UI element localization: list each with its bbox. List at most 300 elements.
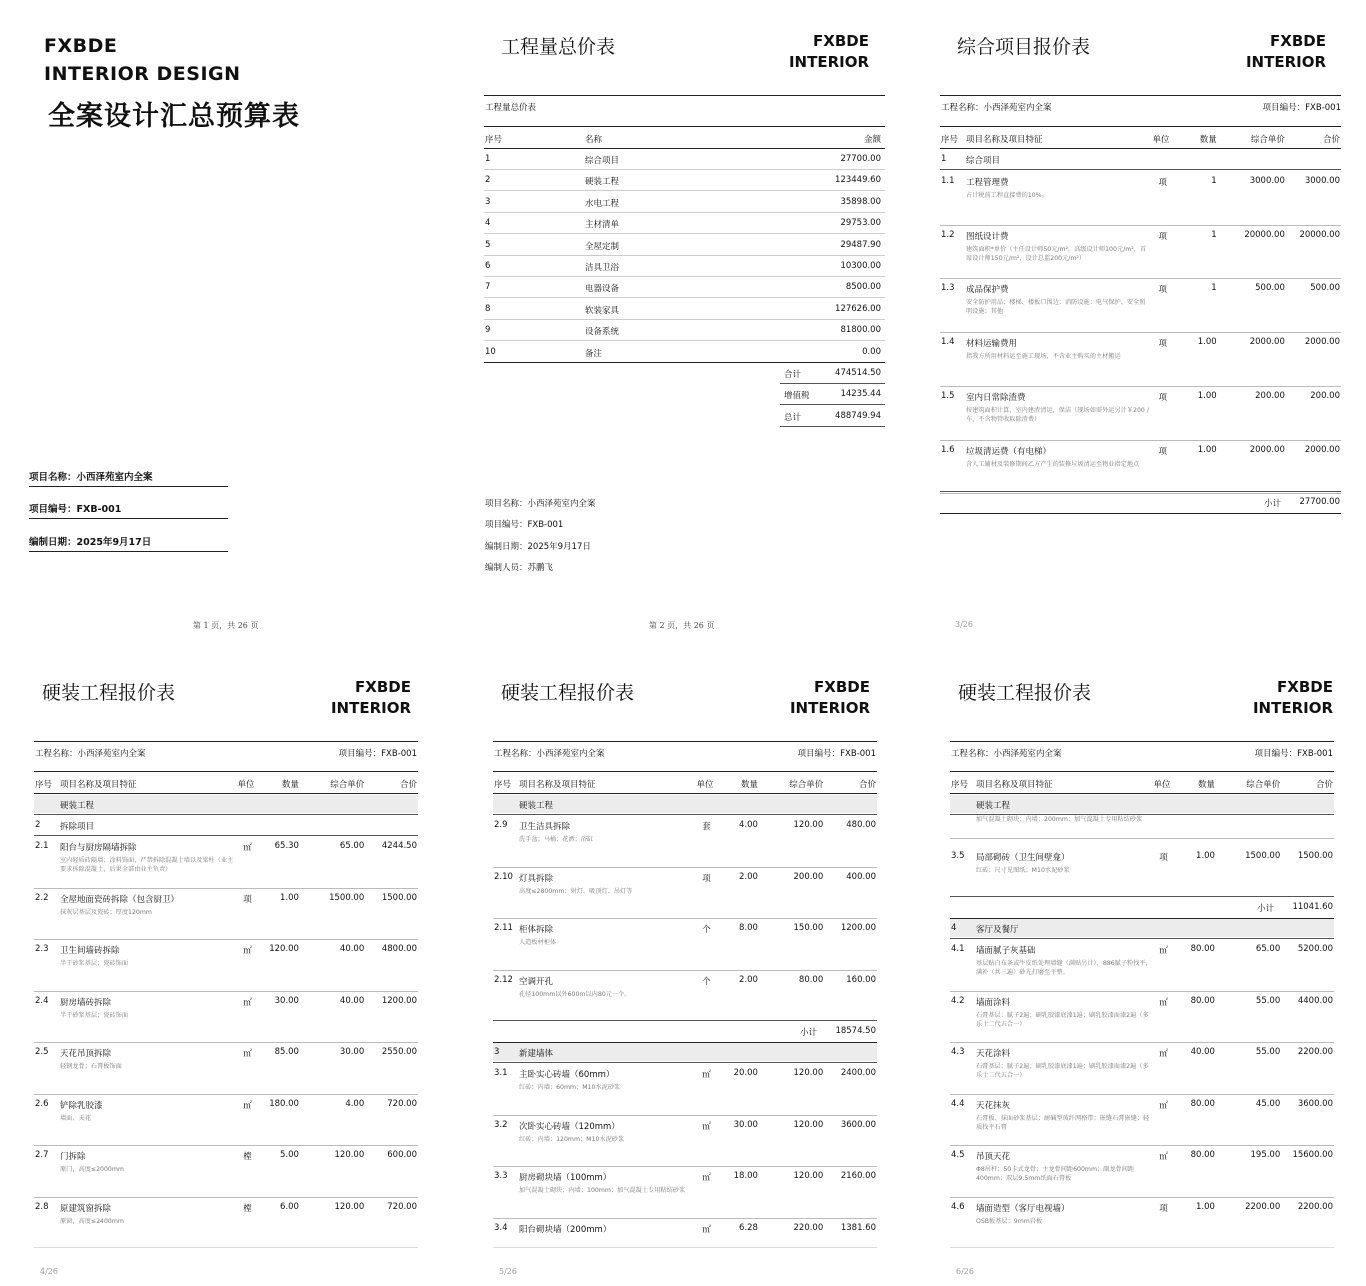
summary-row-amount: 123449.60	[835, 175, 881, 186]
item-no: 4.5	[951, 1150, 965, 1160]
item-no: 4.4	[951, 1098, 965, 1109]
brand-line2: INTERIOR	[1252, 699, 1333, 717]
brand-line1: FXBDE	[44, 35, 118, 57]
item-name: 工程管理费	[966, 178, 1009, 188]
row-divider	[493, 970, 877, 971]
item-no: 1.3	[941, 283, 955, 294]
total-value: 488749.94	[835, 410, 881, 421]
item-total: 1200.00	[381, 995, 417, 1006]
info-date: 编制日期：2025年9月17日	[485, 542, 591, 552]
subtotal-value: 18574.50	[835, 1026, 876, 1036]
item-no: 2.1	[35, 841, 49, 851]
band-label: 硬装工程	[60, 801, 95, 811]
item-name: 柜体拆除	[519, 925, 554, 935]
summary-row-amount: 10300.00	[840, 261, 881, 271]
item-unit: ㎡	[1159, 1152, 1168, 1162]
item-description: 半干砂浆基层；瓷砖饰面	[60, 960, 129, 967]
band-label: 硬装工程	[519, 801, 554, 811]
item-price: 2000.00	[1249, 337, 1285, 348]
info-project-name: 项目名称：小西泽苑室内全案	[485, 499, 596, 509]
item-total: 5200.00	[1297, 944, 1333, 954]
row-divider	[940, 386, 1341, 387]
section-name: 客厅及餐厅	[976, 925, 1019, 935]
summary-row-no: 7	[485, 282, 491, 293]
item-name: 全屋地面瓷砖拆除（包含厨卫）	[60, 894, 180, 905]
item-total: 3000.00	[1304, 176, 1340, 186]
section-divider	[34, 835, 418, 836]
row-divider	[34, 991, 418, 992]
item-price: 4.00	[345, 1098, 365, 1109]
cover-project-no: 项目编号：FXB-001	[29, 501, 228, 519]
item-price: 120.00	[793, 1171, 824, 1181]
item-no: 3.2	[494, 1119, 508, 1130]
item-price: 40.00	[339, 944, 365, 954]
summary-row-no: 10	[485, 346, 496, 357]
item-total: 480.00	[846, 820, 876, 830]
summary-row-name: 软装家具	[585, 305, 620, 316]
section-divider	[940, 169, 1341, 170]
item-unit: ㎡	[702, 1173, 711, 1183]
item-no: 2.2	[35, 892, 49, 903]
item-no: 2.12	[494, 974, 513, 985]
item-unit: ㎡	[702, 1121, 711, 1132]
row-divider	[484, 276, 885, 277]
project-name: 工程名称：小西泽苑室内全案	[35, 749, 146, 759]
item-price: 120.00	[334, 1201, 365, 1212]
item-description: 孔径100mm以外600m以内80元一个。	[519, 990, 631, 998]
project-no: 项目编号：FXB-001	[797, 749, 876, 759]
item-name: 主卧实心砖墙（60mm）	[519, 1070, 615, 1080]
brand-line2: INTERIOR	[789, 699, 870, 717]
item-no: 4.3	[951, 1047, 965, 1057]
item-name: 卫生洁具拆除	[519, 822, 571, 832]
item-description: 红砖；内墙；120mm；M10水泥砂浆	[519, 1135, 625, 1143]
summary-row-no: 5	[485, 239, 491, 250]
item-price: 1500.00	[1245, 851, 1281, 861]
item-price: 220.00	[793, 1222, 824, 1233]
item-unit: 项	[243, 894, 252, 905]
band-divider	[493, 814, 877, 815]
page-title: 硬装工程报价表	[958, 682, 1092, 704]
item-name: 图纸设计费	[966, 231, 1009, 242]
subtotal-label: 小计	[1256, 904, 1274, 914]
item-description: 红砖；尺寸见图纸；M10水泥砂浆	[976, 867, 1070, 874]
section-divider	[493, 1062, 877, 1063]
item-total: 3600.00	[840, 1119, 876, 1130]
divider	[493, 741, 877, 742]
item-unit: ㎡	[243, 946, 252, 956]
cover-project-name: 项目名称：小西泽苑室内全案	[29, 469, 228, 487]
item-price: 200.00	[793, 871, 824, 882]
item-description: 红砖；内墙；60mm；M10水泥砂浆	[519, 1084, 621, 1091]
row-divider	[940, 278, 1341, 279]
summary-row-name: 备注	[585, 348, 603, 359]
item-qty: 1.00	[1197, 390, 1217, 401]
item-unit: 个	[702, 925, 711, 935]
header-divider	[950, 793, 1334, 794]
item-no: 2.7	[35, 1150, 49, 1160]
item-total: 1500.00	[381, 892, 417, 903]
item-price: 2200.00	[1245, 1201, 1281, 1212]
item-no: 2.10	[494, 871, 513, 882]
item-total: 500.00	[1310, 283, 1340, 294]
item-no: 1.1	[941, 176, 955, 186]
item-qty: 80.00	[1190, 995, 1215, 1006]
item-price: 120.00	[793, 1068, 824, 1078]
divider	[484, 126, 885, 127]
item-total: 160.00	[846, 974, 876, 985]
page-footer: 4/26	[40, 1267, 58, 1276]
divider	[950, 741, 1334, 742]
summary-row-name: 水电工程	[585, 198, 620, 209]
header-divider	[940, 148, 1341, 149]
item-qty: 5.00	[280, 1150, 299, 1160]
item-description: 墙面、天花	[60, 1114, 91, 1122]
item-qty: 8.00	[739, 923, 758, 933]
subtotal-label: 小计	[1263, 499, 1281, 509]
item-name: 阳台砌块墙（200mm）	[519, 1224, 612, 1235]
item-description: 石膏基层；腻子2遍；刷乳胶漆底漆1遍；刷乳胶漆面漆2遍（多乐士二代五合一）	[976, 1011, 1149, 1028]
item-no: 4.2	[951, 995, 965, 1006]
row-divider	[484, 212, 885, 213]
hardwork-quote-page-6	[910, 643, 1366, 1286]
divider	[950, 1247, 1334, 1248]
subtotal-value: 27700.00	[1299, 497, 1340, 507]
col-header-hdr-name: 项目名称及项目特征	[519, 780, 596, 790]
item-no: 4.6	[951, 1201, 965, 1212]
item-description: 高度≤2800mm；射灯、吸顶灯、吊灯等	[519, 887, 633, 895]
item-price: 195.00	[1250, 1150, 1281, 1160]
cover-page	[0, 0, 455, 643]
summary-row-amount: 27700.00	[840, 154, 881, 164]
row-divider	[484, 340, 885, 341]
subtotal-divider	[493, 1020, 877, 1021]
cover-date: 编制日期：2025年9月17日	[29, 534, 228, 552]
summary-row-name: 硬装工程	[585, 177, 620, 188]
item-qty: 80.00	[1190, 1098, 1215, 1109]
summary-row-amount: 0.00	[862, 346, 881, 357]
item-description: Φ8吊杆；50卡式龙骨；主龙骨间距600mm；副龙骨间距400mm；双层9.5mm纸面石膏板	[976, 1166, 1135, 1182]
row-divider	[34, 1094, 418, 1095]
summary-row-no: 4	[485, 218, 491, 229]
summary-row-no: 1	[485, 154, 491, 164]
section-no: 1	[941, 154, 947, 164]
summary-row-name: 电器设备	[585, 284, 620, 295]
item-unit: 项	[1158, 178, 1168, 188]
brand-line1: FXBDE	[1270, 32, 1326, 50]
item-total: 20000.00	[1299, 229, 1340, 240]
page-footer: 3/26	[955, 620, 973, 629]
item-description: 指我方所用材料运至施工现场，不含业主购买的主材搬运	[966, 353, 1121, 361]
col-header-hdr-unit: 单位	[1153, 780, 1171, 790]
section-name: 拆除项目	[60, 822, 95, 832]
divider	[484, 148, 885, 149]
section-no: 4	[951, 923, 957, 933]
col-header-hdr-total: 合价	[1315, 780, 1333, 790]
summary-page	[455, 0, 910, 643]
col-header-name: 名称	[585, 135, 603, 145]
item-unit: ㎡	[1159, 946, 1168, 956]
quote-table	[940, 126, 1341, 526]
brand-logo	[790, 677, 870, 719]
item-qty: 18.00	[733, 1171, 758, 1181]
col-header-hdr-total: 合价	[858, 780, 876, 790]
section-name: 综合项目	[966, 156, 1001, 166]
row-divider	[493, 1115, 877, 1116]
row-divider	[34, 939, 418, 940]
project-no: 项目编号：FXB-001	[338, 749, 417, 759]
band-label: 硬装工程	[976, 801, 1011, 811]
item-unit: ㎡	[702, 1224, 711, 1235]
total-value: 474514.50	[835, 368, 881, 378]
summary-row-no: 3	[485, 196, 491, 207]
hardwork-quote-page-4	[0, 643, 455, 1286]
item-no: 1.2	[941, 229, 955, 240]
row-divider	[34, 1197, 418, 1198]
row-divider	[940, 225, 1341, 226]
comprehensive-quote-page	[910, 0, 1366, 643]
col-header-hdr-total: 合价	[399, 780, 417, 790]
item-qty: 30.00	[274, 995, 299, 1006]
item-description: 人造板材柜体	[519, 939, 557, 946]
col-header-amount: 金额	[863, 135, 881, 145]
divider	[484, 95, 885, 96]
col-header-hdr-name: 项目名称及项目特征	[966, 135, 1043, 145]
col-header-no: 序号	[485, 135, 503, 145]
header-divider	[34, 793, 418, 794]
brand-logo	[1246, 31, 1326, 73]
page-footer: 第 1 页，共 26 页	[193, 621, 259, 630]
row-divider	[950, 1042, 1334, 1043]
item-description: 室内轻质砖隔墙；涂料饰面，严禁拆除混凝土墙以及梁柱（业主要求拆除混凝土，后果全部由业主负责）	[60, 857, 234, 873]
item-price: 1500.00	[329, 892, 365, 903]
summary-row-no: 6	[485, 261, 491, 271]
total-label: 增值税	[784, 391, 810, 402]
item-name: 垃圾清运费（有电梯）	[966, 446, 1052, 457]
item-no: 2.8	[35, 1201, 49, 1212]
item-total: 600.00	[387, 1150, 417, 1160]
item-name: 阳台与厨房隔墙拆除	[60, 843, 137, 853]
item-no: 1.4	[941, 337, 955, 348]
item-unit: ㎡	[243, 843, 252, 853]
col-header-hdr-qty: 数量	[740, 780, 758, 790]
section-no: 2	[35, 820, 41, 830]
item-price: 150.00	[793, 923, 824, 933]
item-no: 2.5	[35, 1047, 49, 1057]
summary-row-amount: 29487.90	[840, 239, 881, 250]
total-value: 14235.44	[840, 389, 881, 400]
item-description: 洗手盆；马桶；花洒；浴缸	[519, 836, 594, 843]
item-unit: 项	[702, 873, 711, 884]
item-qty: 1.00	[1197, 444, 1217, 455]
total-label: 合计	[784, 370, 802, 380]
item-no: 2.11	[494, 923, 513, 933]
item-qty: 6.28	[739, 1222, 758, 1233]
summary-row-amount: 35898.00	[840, 196, 881, 207]
section-divider	[950, 938, 1334, 939]
brand-line1: FXBDE	[355, 678, 411, 696]
row-divider	[34, 1145, 418, 1146]
item-no: 3.1	[494, 1068, 508, 1078]
brand-logo	[44, 32, 241, 88]
col-header-hdr-qty: 数量	[1199, 135, 1217, 145]
item-price: 200.00	[1255, 390, 1285, 401]
item-name: 成品保护费	[966, 285, 1009, 296]
row-divider	[493, 1218, 877, 1219]
item-total: 1200.00	[840, 923, 876, 933]
item-unit: ㎡	[1159, 1100, 1168, 1111]
item-qty: 120.00	[269, 944, 299, 954]
page-title: 工程量总价表	[501, 36, 616, 58]
quote-table	[950, 771, 1334, 1251]
divider	[484, 362, 885, 363]
row-divider	[34, 1042, 418, 1043]
cover-title: 全案设计汇总预算表	[48, 101, 300, 132]
item-total: 1381.60	[840, 1222, 876, 1233]
item-qty: 2.00	[739, 974, 758, 985]
project-no: 项目编号：FXB-001	[1262, 103, 1341, 113]
item-name: 铲除乳胶漆	[60, 1100, 103, 1111]
row-divider	[950, 1197, 1334, 1198]
summary-row-amount: 81800.00	[840, 325, 881, 336]
item-price: 120.00	[793, 820, 824, 830]
carried-description: 加气混凝土砌块；内墙；200mm；加气混凝土专用粘结砂浆	[976, 816, 1143, 823]
item-unit: ㎡	[1159, 997, 1168, 1008]
item-description: 加气混凝土砌块；内墙；100mm；加气混凝土专用粘结砂浆	[519, 1187, 686, 1194]
item-description: 原窗，高度≤2400mm	[60, 1217, 124, 1225]
quote-table	[493, 771, 877, 1251]
row-divider	[484, 319, 885, 320]
item-total: 2200.00	[1297, 1201, 1333, 1212]
item-total: 2550.00	[381, 1047, 417, 1057]
item-unit: 项	[1158, 339, 1168, 350]
item-total: 200.00	[1310, 390, 1340, 401]
item-total: 1500.00	[1297, 851, 1333, 861]
item-no: 1.5	[941, 390, 955, 401]
summary-row-no: 8	[485, 303, 491, 314]
total-divider	[780, 404, 885, 405]
item-no: 2.6	[35, 1098, 49, 1109]
item-qty: 80.00	[1190, 944, 1215, 954]
item-unit: ㎡	[702, 1070, 711, 1080]
item-price: 65.00	[1255, 944, 1281, 954]
item-qty: 85.00	[274, 1047, 299, 1057]
item-total: 4400.00	[1297, 995, 1333, 1006]
row-divider	[34, 888, 418, 889]
row-divider	[484, 255, 885, 256]
item-unit: 樘	[243, 1203, 252, 1214]
item-qty: 6.00	[280, 1201, 299, 1212]
item-unit: 樘	[243, 1152, 252, 1162]
row-divider	[940, 440, 1341, 441]
item-total: 3600.00	[1297, 1098, 1333, 1109]
brand-line2: INTERIOR DESIGN	[44, 63, 241, 85]
item-unit: 项	[1158, 231, 1168, 242]
item-qty: 80.00	[1190, 1150, 1215, 1160]
total-divider	[780, 426, 885, 427]
item-price: 120.00	[334, 1150, 365, 1160]
item-total: 2200.00	[1297, 1047, 1333, 1057]
item-total: 2400.00	[840, 1068, 876, 1078]
summary-row-name: 设备系统	[585, 327, 620, 338]
item-qty: 1.00	[280, 892, 299, 903]
item-total: 4800.00	[381, 944, 417, 954]
row-divider	[950, 1145, 1334, 1146]
subtotal-underline	[940, 513, 1341, 514]
brand-logo	[789, 31, 869, 73]
brand-line2: INTERIOR	[1245, 53, 1326, 71]
item-name: 材料运输费用	[966, 339, 1018, 350]
summary-row-name: 综合项目	[585, 156, 620, 166]
item-description: 原门，高度≤2000mm	[60, 1166, 124, 1173]
divider	[493, 1247, 877, 1248]
project-name: 工程名称：小西泽苑室内全案	[494, 749, 605, 759]
item-no: 4.1	[951, 944, 965, 954]
col-header-hdr-qty: 数量	[281, 780, 299, 790]
row-divider	[940, 332, 1341, 333]
item-no: 2.4	[35, 995, 49, 1006]
item-description: 石膏板、抹面砂浆基层；耐碱型玻纤网格带；嵌缝石膏嵌缝；轻质找平石膏	[976, 1114, 1150, 1131]
col-header-hdr-price: 综合单价	[1250, 135, 1285, 145]
summary-row-name: 全屋定制	[585, 241, 620, 252]
row-divider	[950, 991, 1334, 992]
item-qty: 1	[1211, 283, 1217, 294]
item-price: 120.00	[793, 1119, 824, 1130]
row-divider	[950, 1094, 1334, 1095]
col-header-hdr-no: 序号	[951, 780, 969, 790]
item-name: 吊顶天花	[976, 1152, 1011, 1162]
page-footer: 6/26	[956, 1267, 974, 1276]
row-divider	[493, 867, 877, 868]
item-price: 500.00	[1255, 283, 1285, 294]
item-name: 天花抹灰	[976, 1100, 1011, 1111]
item-name: 次卧实心砖墙（120mm）	[519, 1121, 620, 1132]
item-qty: 1.00	[1196, 1201, 1215, 1212]
item-qty: 180.00	[269, 1098, 299, 1109]
item-unit: 项	[1159, 1203, 1168, 1214]
item-unit: 项	[1159, 853, 1168, 863]
item-total: 15600.00	[1292, 1150, 1333, 1160]
item-name: 天花吊顶拆除	[60, 1049, 112, 1059]
col-header-hdr-price: 综合单价	[1246, 780, 1281, 790]
page-title: 硬装工程报价表	[501, 682, 635, 704]
item-unit: 项	[1158, 392, 1168, 403]
item-total: 2000.00	[1304, 444, 1340, 455]
brand-logo	[1253, 677, 1333, 719]
item-qty: 30.00	[733, 1119, 758, 1130]
col-header-hdr-unit: 单位	[237, 780, 255, 790]
summary-row-amount: 8500.00	[845, 282, 881, 293]
summary-row-amount: 127626.00	[835, 303, 881, 314]
item-name: 门拆除	[60, 1152, 86, 1162]
divider	[34, 741, 418, 742]
summary-row-name: 洁具卫浴	[585, 263, 620, 273]
col-header-hdr-no: 序号	[494, 780, 512, 790]
item-name: 厨房墙砖拆除	[60, 997, 112, 1008]
item-name: 墙面造型（客厅电视墙）	[976, 1203, 1070, 1214]
brand-line2: INTERIOR	[788, 53, 869, 71]
item-price: 65.00	[339, 841, 365, 851]
item-no: 3.3	[494, 1171, 508, 1181]
brand-line1: FXBDE	[1277, 678, 1333, 696]
col-header-hdr-price: 综合单价	[330, 780, 365, 790]
item-no: 2.3	[35, 944, 49, 954]
item-total: 2160.00	[840, 1171, 876, 1181]
item-name: 室内日常除渣费	[966, 392, 1026, 403]
item-no: 3.4	[494, 1222, 508, 1233]
item-name: 空调开孔	[519, 976, 554, 987]
col-header-hdr-no: 序号	[35, 780, 53, 790]
